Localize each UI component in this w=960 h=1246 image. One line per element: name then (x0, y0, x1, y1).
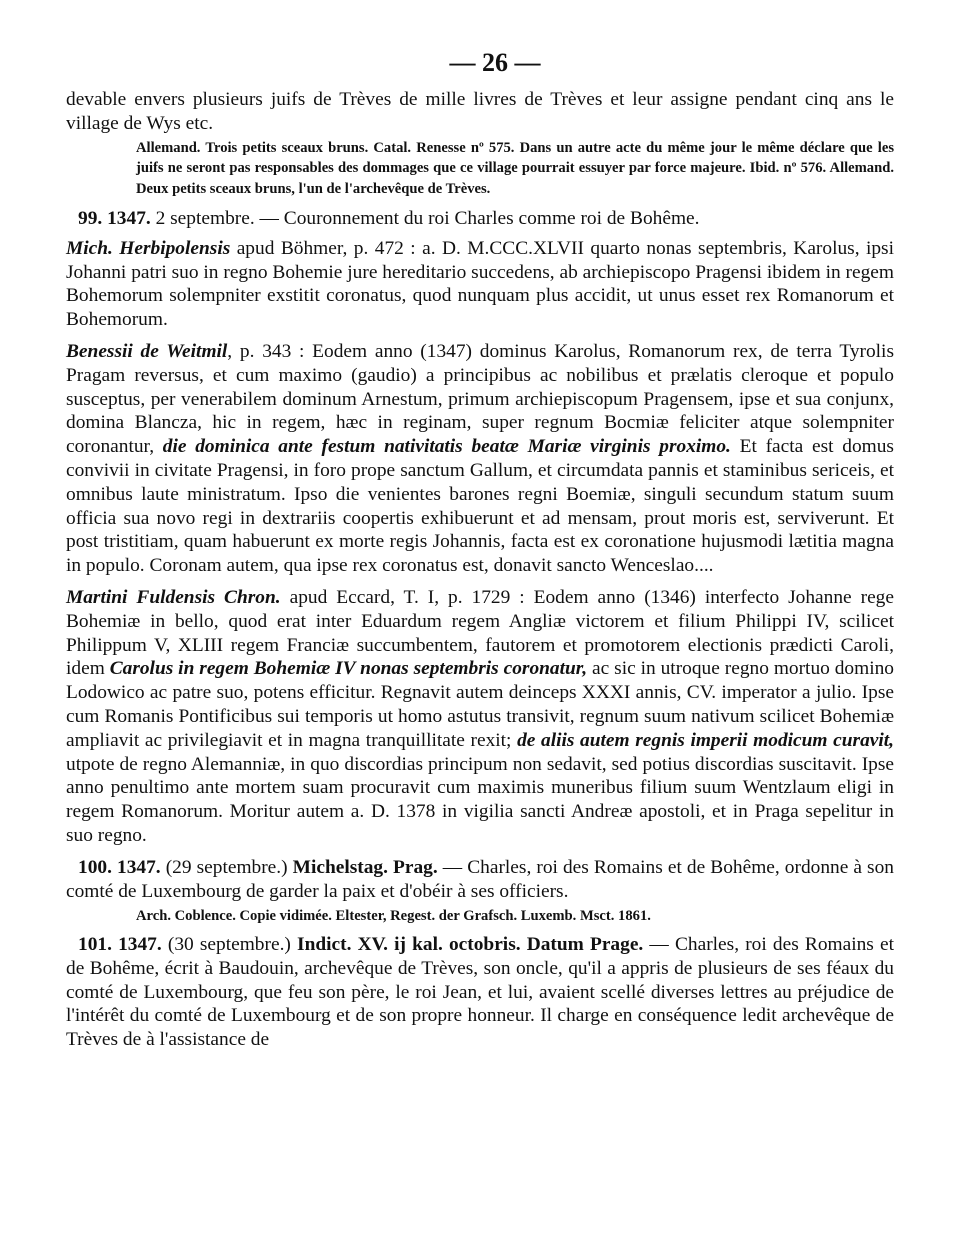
entry-year: 1347. (117, 856, 161, 878)
citation-text: apud Böhmer, p. 472 : a. D. M.CCC.XLVII quarto nonas septembris, Karolus, ipsi Johanni patri suo in regno Bohemie jure hereditario succedens, ab archiepiscopo Pragensi ibidem in regem Bohemorum solempniter exstitit coronatus, quod nunquam plus accidit, ut unus esset rex Romanorum et Bohemorum. (66, 237, 894, 331)
citation-emphasis: Carolus in regem Bohemiæ IV nonas septembris coronatur, (109, 658, 588, 680)
entry-dating-clause: Indict. XV. ij kal. octobris. Datum Prage. (297, 933, 644, 955)
citation-text: , p. 343 : Eodem anno (1347) dominus Karolus, Romanorum rex, de terra Tyrolis Pragam reversus, et cum maximo (gaudio) a principibus ac nobilibus et prælatis cleroque et populo susceptus, per venerabilem dominum Arnestum, primum archiepiscopum Pragensem, ipse et sua conjunx, domina Blancza, hic in regem, hæc in reginam, super regnum Bocmiæ feliciter atque solempniter coronantur, (66, 341, 894, 458)
document-page (66, 48, 894, 1052)
citation-source: Martini Fuldensis Chron. (66, 587, 281, 609)
citation-text: Et facta est domus convivii in civitate Pragensi, in foro prope sanctum Gallum, et circumdata pannis et staminibus sericeis, et omnibus laute ministratum. Ipso die venientes barones regni Boemiæ, singuli secundum statum suum officia sua novo regi in dextrariis coopertis exhibuerunt et ad mensam, prout moris est, serviverunt. Et post tristitiam, quam habuerunt ex morte regis Johannis, facta est ex coronatione hujusmodi lætitia magna in populo. Coronam autem, qua ipse rex coronatus est, donavit sancto Wenceslao.... (66, 436, 894, 577)
entry-year: 1347. (107, 208, 151, 230)
citation-source: Mich. Herbipolensis (66, 237, 231, 259)
entry-place: Michelstag. Prag. (292, 856, 438, 878)
entry-summary: — Charles, roi des Romains et de Bohême, ordonne à son comté de Luxembourg de garder la paix et d'obéir à ses officiers. (66, 856, 894, 902)
citation-text: utpote de regno Alemanniæ, in quo discordias principum non sedavit, sed potius discordias suscitavit. Ipse anno penultimo ante mortem suam procuravit cum maximis muneribus filium suum Wentzlaum eligi in regem Romanorum. Moritur autem a. D. 1378 in vigilia sancti Andreæ apostoli, et in Praga sepelitur in suo regno. (66, 753, 894, 847)
entry-100 (66, 856, 894, 904)
entry-summary: 2 septembre. — Couronnement du roi Charles comme roi de Bohême. (150, 208, 700, 230)
citation-benessii (66, 340, 894, 578)
citation-emphasis: de aliis autem regnis imperii modicum curavit, (517, 729, 895, 751)
citation-text: ac sic in utroque regno mortuo domino Lodowico ac patre suo, potens efficitur. Regnavit autem deinceps XXXI annis, CV. imperator a julio. Ipse cum Romanis Pontificibus sui temporis ut homo astutus transivit, regnum suum nativum scilicet Bohemiæ ampliavit ac privilegiavit et in magna tranquillitate rexit; (66, 658, 894, 751)
source-note: Allemand. Trois petits sceaux bruns. Catal. Renesse nº 575. Dans un autre acte du même jour le même déclare que les juifs ne seront pas responsables des dommages que ce village pourrait essuyer par force majeure. Ibid. nº 576. Allemand. Deux petits sceaux bruns, l'un de l'archevêque de Trèves. (136, 139, 894, 197)
entry-year: 1347. (118, 933, 162, 955)
citation-source: Benessii de Weitmil (66, 341, 228, 363)
page-number: — 26 — (449, 48, 541, 77)
entry-date: (29 septembre.) (160, 856, 293, 878)
continued-entry-paragraph: devable envers plusieurs juifs de Trèves de mille livres de Trèves et leur assigne pendant cinq ans le village de Wys etc. (66, 89, 894, 134)
entry-date: (30 septembre.) (161, 933, 298, 955)
citation-martini-fuldensis (66, 586, 894, 848)
citation-emphasis: die dominica ante festum nativitatis beatæ Mariæ virginis proximo. (162, 436, 731, 458)
citation-herbipolensis (66, 237, 894, 332)
citation-text: apud Eccard, T. I, p. 1729 : Eodem anno (1346) interfecto Johanne rege Bohemiæ in bello, quod erat inter Eduardum regem Angliæ victorem et filium Philippi IV, scilicet Philippum V, XLIII regem Franciæ succumbentem, fautorem et promotorem electionis prædicti Caroli, idem (66, 587, 894, 680)
entry-101 (66, 933, 894, 1052)
entry-number: 101. (78, 933, 112, 955)
entry-number: 99. (78, 208, 103, 230)
entry-number: 100. (78, 856, 112, 878)
entry-99-heading (66, 207, 894, 231)
source-note: Arch. Coblence. Copie vidimée. Eltester, Regest. der Grafsch. Luxemb. Msct. 1861. (136, 908, 651, 925)
entry-summary: — Charles, roi des Romains et de Bohême, écrit à Baudouin, archevêque de Trèves, son oncle, qu'il a appris de plusieurs de ses féaux du comté de Luxembourg, que feu son père, le roi Jean, et lui, avaient scellé diverses lettres au préjudice de l'intérêt du comté de Luxembourg et de son propre honneur. Il charge en conséquence ledit archevêque de Trèves de à l'assistance de (66, 933, 894, 1051)
